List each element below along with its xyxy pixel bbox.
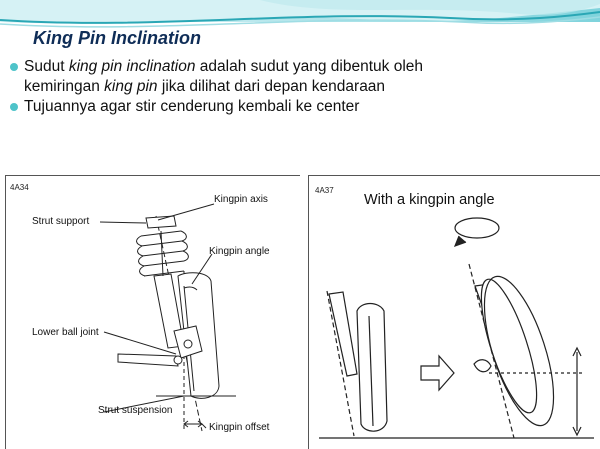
bullet-item-definition <box>10 57 595 97</box>
bullet-dot-icon <box>10 103 18 111</box>
text-run: Tujuannya agar stir cenderung kembali ke center <box>24 98 360 115</box>
bullet-item-purpose <box>10 97 595 117</box>
bullet-line <box>24 77 595 97</box>
text-run-italic: king pin inclination <box>68 58 196 75</box>
steering-return-drawing <box>309 176 600 449</box>
text-run: adalah sudut yang dibentuk oleh <box>195 58 423 75</box>
figure-code-label: 4A37 <box>315 186 334 195</box>
text-run: kemiringan <box>24 78 105 95</box>
bullet-dot-icon <box>10 63 18 71</box>
label-kingpin-offset: Kingpin offset <box>209 422 270 433</box>
label-lower-ball-joint: Lower ball joint <box>32 327 99 338</box>
figure-code-label: 4A34 <box>10 183 29 192</box>
text-run: jika dilihat dari depan kendaraan <box>157 78 386 95</box>
bullet-line <box>24 97 595 117</box>
bullet-list <box>10 57 595 117</box>
right-figure-panel <box>308 175 600 449</box>
slide-title: King Pin Inclination <box>33 28 201 48</box>
text-run-italic: king pin <box>104 78 158 95</box>
label-kingpin-axis: Kingpin axis <box>214 194 268 205</box>
left-figure-panel <box>5 175 300 449</box>
label-strut-suspension: Strut suspension <box>98 405 173 416</box>
figure-heading: With a kingpin angle <box>364 192 495 208</box>
text-run: Sudut <box>24 58 69 75</box>
label-strut-support: Strut support <box>32 216 90 227</box>
label-kingpin-angle: Kingpin angle <box>209 246 270 257</box>
bullet-line <box>24 57 595 77</box>
